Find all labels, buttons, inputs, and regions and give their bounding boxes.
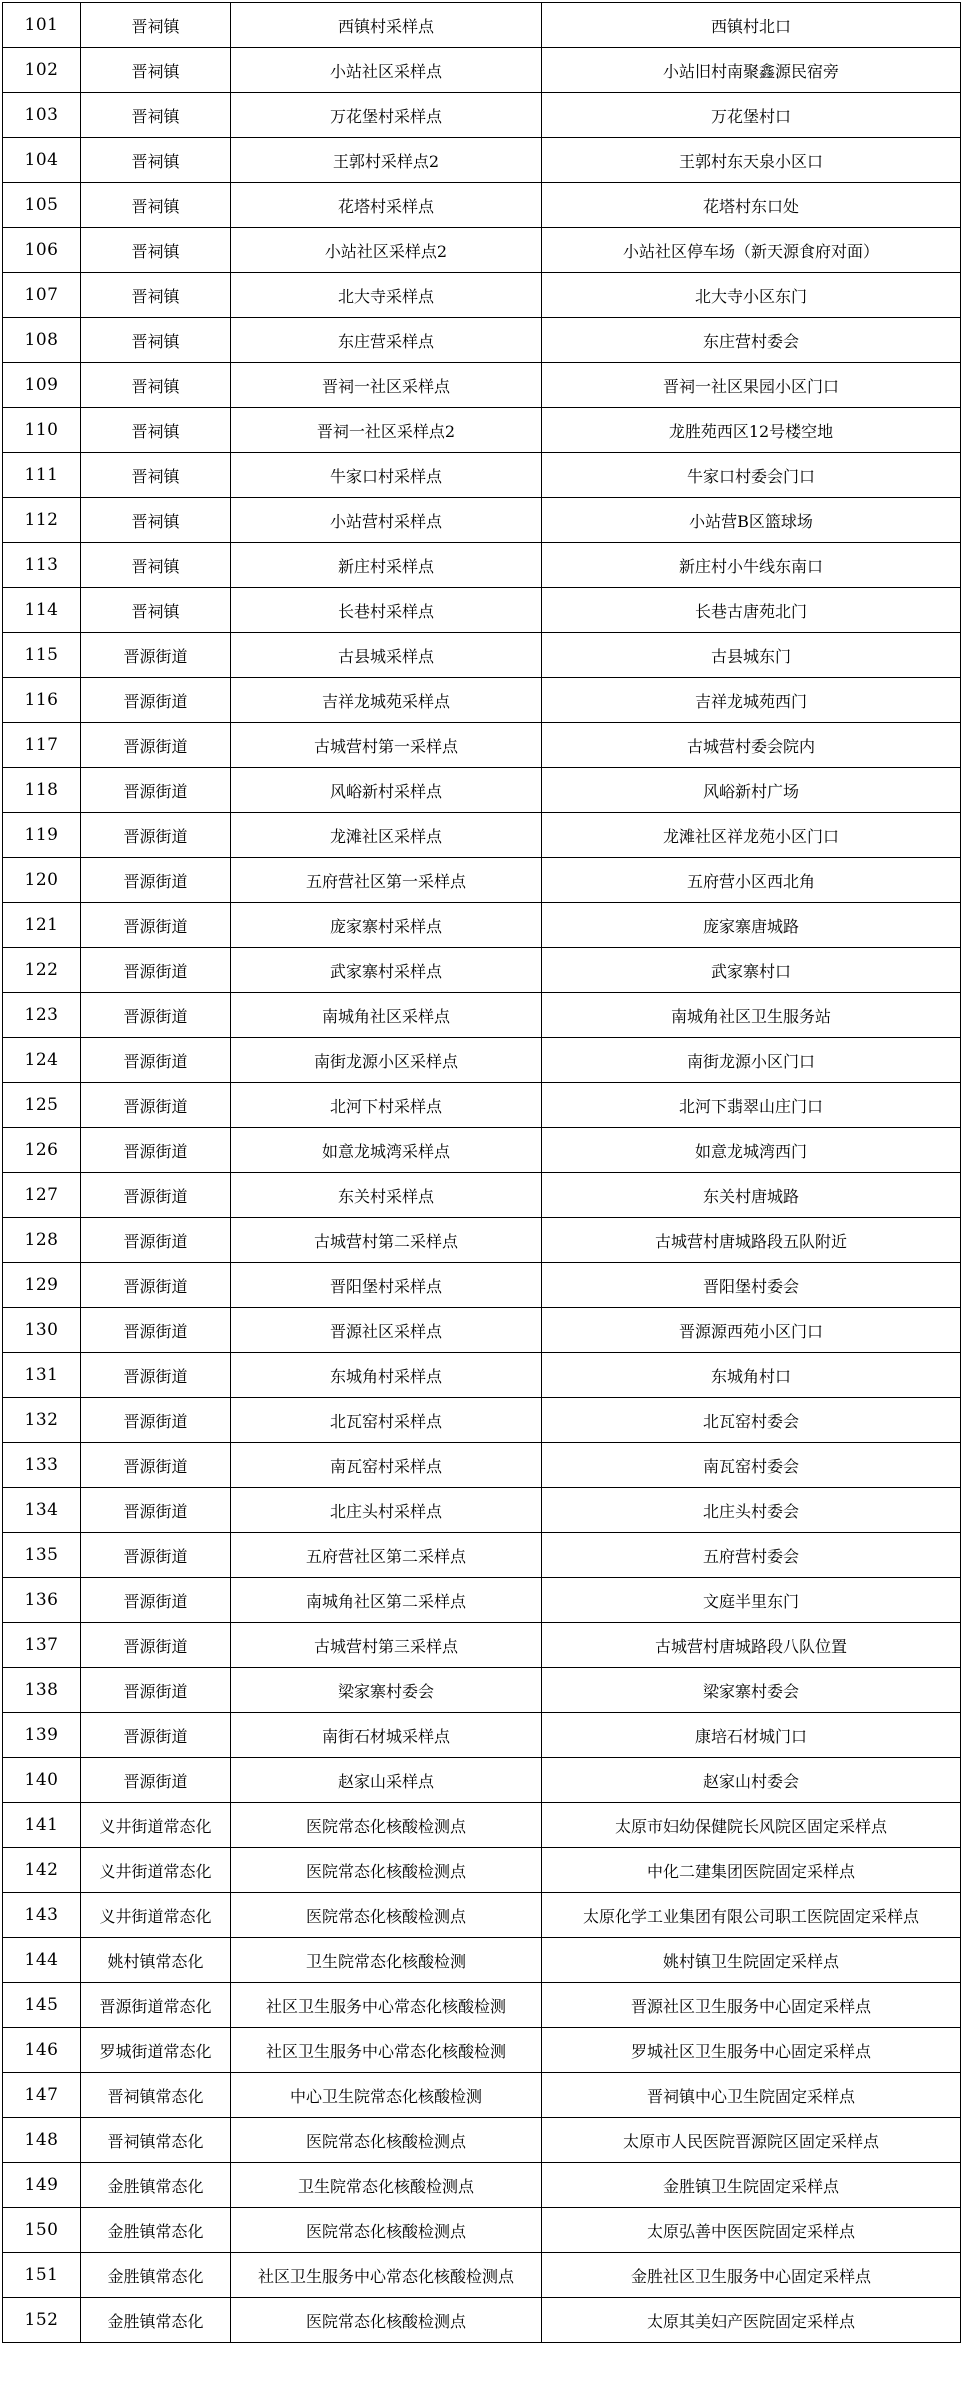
cell-site-name: 社区卫生服务中心常态化核酸检测点 [231, 2253, 542, 2298]
cell-district: 晋源街道 [81, 1533, 231, 1578]
cell-site-name: 晋祠一社区采样点 [231, 363, 542, 408]
cell-site-name: 医院常态化核酸检测点 [231, 2208, 542, 2253]
cell-location: 牛家口村委会门口 [542, 453, 961, 498]
cell-district: 晋祠镇 [81, 588, 231, 633]
table-row [3, 1578, 961, 1623]
cell-district: 晋源街道 [81, 1128, 231, 1173]
cell-row-number: 150 [3, 2208, 81, 2253]
cell-location: 北瓦窑村委会 [542, 1398, 961, 1443]
table-row [3, 2028, 961, 2073]
table-row [3, 2163, 961, 2208]
cell-location: 晋源社区卫生服务中心固定采样点 [542, 1983, 961, 2028]
table-row [3, 2208, 961, 2253]
cell-row-number: 130 [3, 1308, 81, 1353]
cell-district: 晋源街道 [81, 678, 231, 723]
table-row [3, 678, 961, 723]
cell-site-name: 龙滩社区采样点 [231, 813, 542, 858]
table-row [3, 228, 961, 273]
table-row [3, 138, 961, 183]
table-row [3, 1398, 961, 1443]
table-row [3, 1533, 961, 1578]
cell-row-number: 147 [3, 2073, 81, 2118]
cell-row-number: 116 [3, 678, 81, 723]
cell-row-number: 133 [3, 1443, 81, 1488]
table-row [3, 588, 961, 633]
cell-row-number: 105 [3, 183, 81, 228]
cell-location: 南街龙源小区门口 [542, 1038, 961, 1083]
cell-site-name: 王郭村采样点2 [231, 138, 542, 183]
table-row [3, 1218, 961, 1263]
cell-row-number: 118 [3, 768, 81, 813]
table-row [3, 1803, 961, 1848]
cell-district: 晋源街道 [81, 1353, 231, 1398]
cell-row-number: 111 [3, 453, 81, 498]
cell-row-number: 102 [3, 48, 81, 93]
cell-district: 晋源街道 [81, 633, 231, 678]
table-row [3, 1353, 961, 1398]
cell-site-name: 赵家山采样点 [231, 1758, 542, 1803]
cell-site-name: 五府营社区第一采样点 [231, 858, 542, 903]
table-row [3, 408, 961, 453]
cell-site-name: 南瓦窑村采样点 [231, 1443, 542, 1488]
table-row [3, 1488, 961, 1533]
table-row [3, 1083, 961, 1128]
table-row [3, 2253, 961, 2298]
table-row [3, 858, 961, 903]
cell-site-name: 万花堡村采样点 [231, 93, 542, 138]
cell-district: 晋祠镇 [81, 3, 231, 48]
table-row [3, 1173, 961, 1218]
cell-row-number: 123 [3, 993, 81, 1038]
cell-location: 花塔村东口处 [542, 183, 961, 228]
cell-location: 晋祠一社区果园小区门口 [542, 363, 961, 408]
cell-row-number: 152 [3, 2298, 81, 2343]
cell-location: 长巷古唐苑北门 [542, 588, 961, 633]
cell-district: 晋源街道 [81, 1173, 231, 1218]
cell-district: 晋祠镇 [81, 228, 231, 273]
cell-site-name: 北河下村采样点 [231, 1083, 542, 1128]
table-row [3, 903, 961, 948]
cell-district: 晋源街道 [81, 993, 231, 1038]
cell-row-number: 114 [3, 588, 81, 633]
cell-location: 古城营村唐城路段五队附近 [542, 1218, 961, 1263]
cell-site-name: 庞家寨村采样点 [231, 903, 542, 948]
table-row [3, 48, 961, 93]
cell-row-number: 144 [3, 1938, 81, 1983]
cell-site-name: 北大寺采样点 [231, 273, 542, 318]
cell-row-number: 107 [3, 273, 81, 318]
cell-row-number: 115 [3, 633, 81, 678]
cell-row-number: 143 [3, 1893, 81, 1938]
cell-district: 晋祠镇 [81, 408, 231, 453]
cell-row-number: 137 [3, 1623, 81, 1668]
cell-district: 金胜镇常态化 [81, 2163, 231, 2208]
cell-location: 康培石材城门口 [542, 1713, 961, 1758]
cell-location: 如意龙城湾西门 [542, 1128, 961, 1173]
cell-site-name: 如意龙城湾采样点 [231, 1128, 542, 1173]
table-row [3, 993, 961, 1038]
cell-row-number: 113 [3, 543, 81, 588]
cell-site-name: 南街石材城采样点 [231, 1713, 542, 1758]
table-row [3, 1263, 961, 1308]
cell-site-name: 晋祠一社区采样点2 [231, 408, 542, 453]
cell-location: 梁家寨村委会 [542, 1668, 961, 1713]
cell-site-name: 南城角社区采样点 [231, 993, 542, 1038]
cell-site-name: 花塔村采样点 [231, 183, 542, 228]
cell-district: 义井街道常态化 [81, 1848, 231, 1893]
cell-row-number: 129 [3, 1263, 81, 1308]
cell-district: 晋祠镇 [81, 543, 231, 588]
table-row [3, 1893, 961, 1938]
table-row [3, 1128, 961, 1173]
cell-site-name: 吉祥龙城苑采样点 [231, 678, 542, 723]
cell-site-name: 牛家口村采样点 [231, 453, 542, 498]
cell-location: 南瓦窑村委会 [542, 1443, 961, 1488]
cell-district: 义井街道常态化 [81, 1803, 231, 1848]
cell-site-name: 南城角社区第二采样点 [231, 1578, 542, 1623]
table-row [3, 1938, 961, 1983]
table-row [3, 2073, 961, 2118]
cell-district: 晋祠镇 [81, 273, 231, 318]
table-row [3, 723, 961, 768]
table-row [3, 1713, 961, 1758]
cell-location: 吉祥龙城苑西门 [542, 678, 961, 723]
cell-location: 古县城东门 [542, 633, 961, 678]
table-row [3, 813, 961, 858]
cell-row-number: 121 [3, 903, 81, 948]
cell-row-number: 135 [3, 1533, 81, 1578]
cell-district: 晋祠镇 [81, 318, 231, 363]
cell-location: 东庄营村委会 [542, 318, 961, 363]
cell-row-number: 120 [3, 858, 81, 903]
cell-district: 晋源街道 [81, 1443, 231, 1488]
cell-site-name: 小站社区采样点2 [231, 228, 542, 273]
table-row [3, 453, 961, 498]
cell-district: 晋祠镇 [81, 138, 231, 183]
cell-location: 北大寺小区东门 [542, 273, 961, 318]
cell-district: 晋源街道 [81, 1623, 231, 1668]
cell-location: 中化二建集团医院固定采样点 [542, 1848, 961, 1893]
cell-site-name: 社区卫生服务中心常态化核酸检测 [231, 1983, 542, 2028]
cell-row-number: 145 [3, 1983, 81, 2028]
cell-location: 太原弘善中医医院固定采样点 [542, 2208, 961, 2253]
cell-row-number: 125 [3, 1083, 81, 1128]
cell-district: 晋祠镇常态化 [81, 2118, 231, 2163]
cell-row-number: 146 [3, 2028, 81, 2073]
cell-site-name: 北瓦窑村采样点 [231, 1398, 542, 1443]
table-row [3, 1848, 961, 1893]
cell-site-name: 小站营村采样点 [231, 498, 542, 543]
table-row [3, 948, 961, 993]
table-row [3, 2298, 961, 2343]
cell-site-name: 风峪新村采样点 [231, 768, 542, 813]
cell-location: 王郭村东天泉小区口 [542, 138, 961, 183]
cell-location: 五府营小区西北角 [542, 858, 961, 903]
cell-location: 万花堡村口 [542, 93, 961, 138]
cell-row-number: 119 [3, 813, 81, 858]
cell-location: 太原化学工业集团有限公司职工医院固定采样点 [542, 1893, 961, 1938]
cell-site-name: 医院常态化核酸检测点 [231, 1893, 542, 1938]
cell-row-number: 112 [3, 498, 81, 543]
cell-district: 晋源街道 [81, 858, 231, 903]
cell-location: 武家寨村口 [542, 948, 961, 993]
cell-district: 晋源街道 [81, 903, 231, 948]
cell-row-number: 126 [3, 1128, 81, 1173]
cell-location: 古城营村委会院内 [542, 723, 961, 768]
cell-district: 晋源街道 [81, 1578, 231, 1623]
cell-site-name: 卫生院常态化核酸检测 [231, 1938, 542, 1983]
cell-location: 晋祠镇中心卫生院固定采样点 [542, 2073, 961, 2118]
table-row [3, 1623, 961, 1668]
cell-site-name: 长巷村采样点 [231, 588, 542, 633]
table-row [3, 768, 961, 813]
cell-location: 金胜社区卫生服务中心固定采样点 [542, 2253, 961, 2298]
cell-district: 晋源街道常态化 [81, 1983, 231, 2028]
table-row [3, 1038, 961, 1083]
cell-location: 小站社区停车场（新天源食府对面） [542, 228, 961, 273]
cell-row-number: 104 [3, 138, 81, 183]
cell-site-name: 古城营村第三采样点 [231, 1623, 542, 1668]
cell-row-number: 132 [3, 1398, 81, 1443]
cell-district: 晋祠镇 [81, 48, 231, 93]
cell-location: 太原市妇幼保健院长风院区固定采样点 [542, 1803, 961, 1848]
cell-location: 风峪新村广场 [542, 768, 961, 813]
cell-row-number: 101 [3, 3, 81, 48]
cell-district: 义井街道常态化 [81, 1893, 231, 1938]
cell-row-number: 108 [3, 318, 81, 363]
cell-location: 太原其美妇产医院固定采样点 [542, 2298, 961, 2343]
table-row [3, 543, 961, 588]
cell-location: 北庄头村委会 [542, 1488, 961, 1533]
cell-row-number: 151 [3, 2253, 81, 2298]
cell-site-name: 五府营社区第二采样点 [231, 1533, 542, 1578]
cell-site-name: 卫生院常态化核酸检测点 [231, 2163, 542, 2208]
cell-location: 文庭半里东门 [542, 1578, 961, 1623]
cell-site-name: 东关村采样点 [231, 1173, 542, 1218]
cell-site-name: 梁家寨村委会 [231, 1668, 542, 1713]
cell-site-name: 古城营村第一采样点 [231, 723, 542, 768]
cell-site-name: 东城角村采样点 [231, 1353, 542, 1398]
cell-district: 晋源街道 [81, 1668, 231, 1713]
cell-location: 太原市人民医院晋源院区固定采样点 [542, 2118, 961, 2163]
cell-district: 姚村镇常态化 [81, 1938, 231, 1983]
cell-site-name: 社区卫生服务中心常态化核酸检测 [231, 2028, 542, 2073]
cell-site-name: 古城营村第二采样点 [231, 1218, 542, 1263]
cell-row-number: 106 [3, 228, 81, 273]
table-row [3, 1668, 961, 1713]
table-row [3, 3, 961, 48]
cell-site-name: 医院常态化核酸检测点 [231, 1803, 542, 1848]
table-row [3, 318, 961, 363]
cell-site-name: 新庄村采样点 [231, 543, 542, 588]
table-row [3, 1758, 961, 1803]
cell-district: 晋源街道 [81, 1263, 231, 1308]
cell-district: 晋源街道 [81, 813, 231, 858]
cell-location: 金胜镇卫生院固定采样点 [542, 2163, 961, 2208]
table-row [3, 363, 961, 408]
sampling-points-table [2, 2, 961, 2343]
cell-row-number: 136 [3, 1578, 81, 1623]
cell-district: 晋祠镇 [81, 363, 231, 408]
cell-site-name: 东庄营采样点 [231, 318, 542, 363]
cell-row-number: 128 [3, 1218, 81, 1263]
table-row [3, 1308, 961, 1353]
cell-row-number: 117 [3, 723, 81, 768]
table-row [3, 1983, 961, 2028]
cell-district: 晋祠镇 [81, 183, 231, 228]
cell-row-number: 142 [3, 1848, 81, 1893]
table-row [3, 273, 961, 318]
sampling-points-page [0, 2, 964, 2395]
cell-row-number: 109 [3, 363, 81, 408]
cell-location: 北河下翡翠山庄门口 [542, 1083, 961, 1128]
cell-row-number: 103 [3, 93, 81, 138]
cell-district: 金胜镇常态化 [81, 2298, 231, 2343]
cell-district: 晋源街道 [81, 723, 231, 768]
cell-district: 晋源街道 [81, 1083, 231, 1128]
cell-site-name: 西镇村采样点 [231, 3, 542, 48]
cell-location: 姚村镇卫生院固定采样点 [542, 1938, 961, 1983]
cell-district: 金胜镇常态化 [81, 2253, 231, 2298]
table-body [3, 3, 961, 2343]
table-row [3, 2118, 961, 2163]
cell-district: 晋祠镇 [81, 498, 231, 543]
cell-row-number: 110 [3, 408, 81, 453]
cell-row-number: 149 [3, 2163, 81, 2208]
cell-district: 晋源街道 [81, 1713, 231, 1758]
cell-location: 龙滩社区祥龙苑小区门口 [542, 813, 961, 858]
cell-site-name: 医院常态化核酸检测点 [231, 2118, 542, 2163]
cell-location: 小站营B区篮球场 [542, 498, 961, 543]
cell-site-name: 医院常态化核酸检测点 [231, 2298, 542, 2343]
cell-location: 南城角社区卫生服务站 [542, 993, 961, 1038]
cell-district: 罗城街道常态化 [81, 2028, 231, 2073]
cell-district: 晋源街道 [81, 1398, 231, 1443]
cell-district: 晋祠镇 [81, 453, 231, 498]
cell-site-name: 古县城采样点 [231, 633, 542, 678]
cell-location: 新庄村小牛线东南口 [542, 543, 961, 588]
cell-district: 晋源街道 [81, 1758, 231, 1803]
cell-site-name: 北庄头村采样点 [231, 1488, 542, 1533]
cell-row-number: 148 [3, 2118, 81, 2163]
cell-site-name: 小站社区采样点 [231, 48, 542, 93]
cell-row-number: 140 [3, 1758, 81, 1803]
cell-site-name: 晋源社区采样点 [231, 1308, 542, 1353]
cell-district: 晋源街道 [81, 768, 231, 813]
table-row [3, 93, 961, 138]
cell-site-name: 医院常态化核酸检测点 [231, 1848, 542, 1893]
table-row [3, 498, 961, 543]
cell-district: 晋源街道 [81, 948, 231, 993]
cell-row-number: 124 [3, 1038, 81, 1083]
cell-location: 晋源源西苑小区门口 [542, 1308, 961, 1353]
cell-location: 赵家山村委会 [542, 1758, 961, 1803]
cell-row-number: 141 [3, 1803, 81, 1848]
cell-district: 晋源街道 [81, 1488, 231, 1533]
cell-district: 金胜镇常态化 [81, 2208, 231, 2253]
cell-row-number: 139 [3, 1713, 81, 1758]
table-row [3, 633, 961, 678]
cell-district: 晋源街道 [81, 1308, 231, 1353]
cell-site-name: 中心卫生院常态化核酸检测 [231, 2073, 542, 2118]
cell-location: 五府营村委会 [542, 1533, 961, 1578]
cell-district: 晋源街道 [81, 1218, 231, 1263]
table-row [3, 1443, 961, 1488]
cell-location: 晋阳堡村委会 [542, 1263, 961, 1308]
cell-district: 晋祠镇 [81, 93, 231, 138]
cell-row-number: 134 [3, 1488, 81, 1533]
cell-row-number: 122 [3, 948, 81, 993]
cell-location: 东城角村口 [542, 1353, 961, 1398]
cell-district: 晋祠镇常态化 [81, 2073, 231, 2118]
cell-row-number: 138 [3, 1668, 81, 1713]
cell-site-name: 晋阳堡村采样点 [231, 1263, 542, 1308]
cell-district: 晋源街道 [81, 1038, 231, 1083]
cell-location: 东关村唐城路 [542, 1173, 961, 1218]
cell-location: 罗城社区卫生服务中心固定采样点 [542, 2028, 961, 2073]
cell-location: 小站旧村南聚鑫源民宿旁 [542, 48, 961, 93]
cell-location: 庞家寨唐城路 [542, 903, 961, 948]
cell-site-name: 武家寨村采样点 [231, 948, 542, 993]
table-row [3, 183, 961, 228]
cell-location: 龙胜苑西区12号楼空地 [542, 408, 961, 453]
cell-site-name: 南街龙源小区采样点 [231, 1038, 542, 1083]
cell-row-number: 127 [3, 1173, 81, 1218]
cell-location: 西镇村北口 [542, 3, 961, 48]
cell-location: 古城营村唐城路段八队位置 [542, 1623, 961, 1668]
cell-row-number: 131 [3, 1353, 81, 1398]
